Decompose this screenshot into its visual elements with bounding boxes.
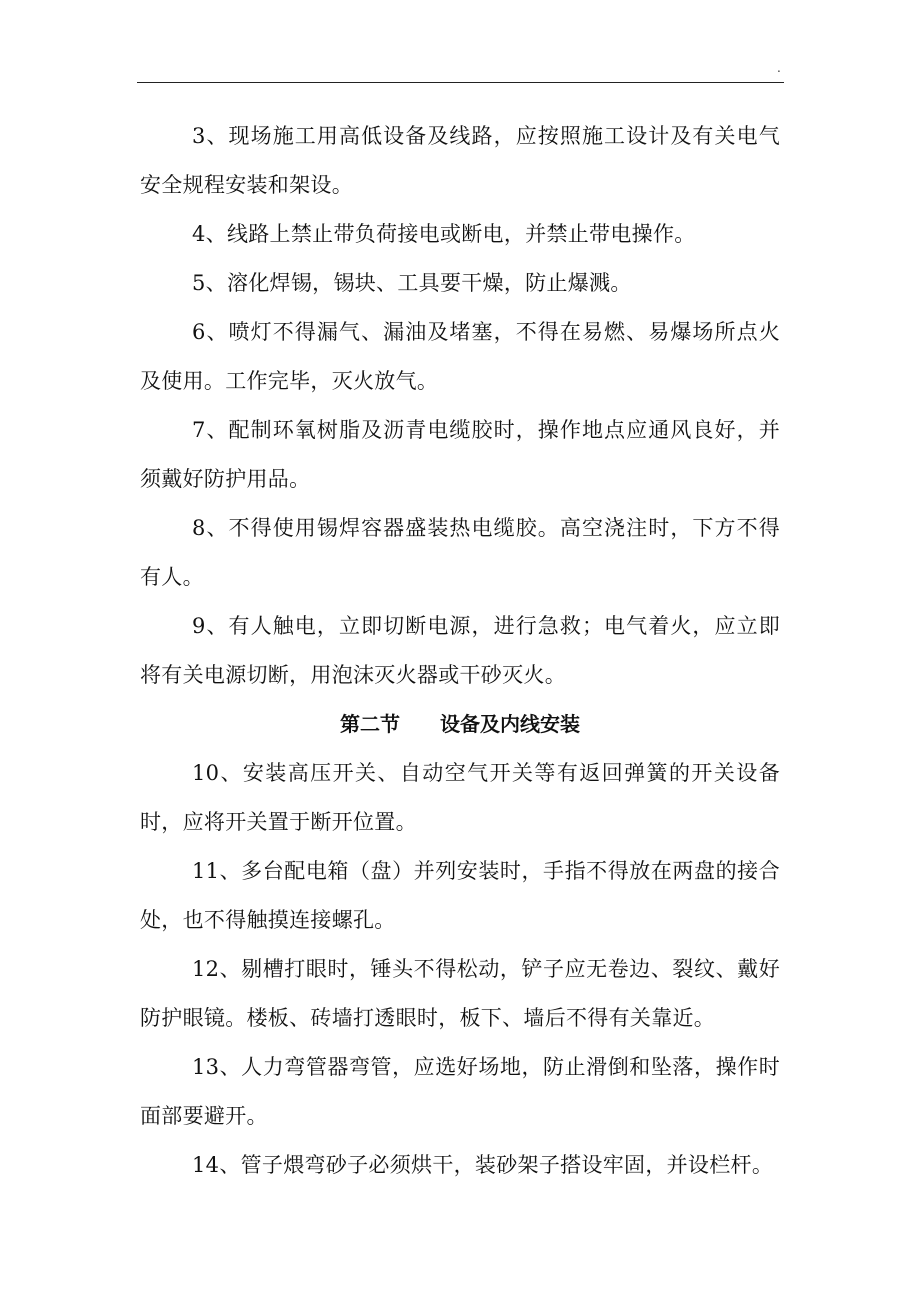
paragraph-11: 11、多台配电箱（盘）并列安装时，手指不得放在两盘的接合处，也不得触摸连接螺孔。 [140, 859, 780, 932]
paragraph-14: 14、管子煨弯砂子必须烘干，装砂架子搭设牢固，并设栏杆。 [192, 1153, 774, 1177]
paragraph-5: 5、溶化焊锡，锡块、工具要干燥，防止爆溅。 [192, 271, 632, 295]
paragraph-10: 10、安装高压开关、自动空气开关等有返回弹簧的开关设备时，应将开关置于断开位置。 [140, 761, 780, 834]
document-body [140, 112, 780, 1190]
paragraph-7: 7、配制环氧树脂及沥青电缆胶时，操作地点应通风良好，并须戴好防护用品。 [140, 418, 780, 491]
paragraph-6: 6、喷灯不得漏气、漏油及堵塞，不得在易燃、易爆场所点火及使用。工作完毕，灭火放气。 [140, 320, 780, 393]
paragraph-13: 13、人力弯管器弯管，应选好场地，防止滑倒和坠落，操作时面部要避开。 [140, 1055, 780, 1128]
header-rule [137, 82, 784, 83]
paragraph-3: 3、现场施工用高低设备及线路，应按照施工设计及有关电气安全规程安装和架设。 [140, 124, 780, 197]
section-heading [140, 700, 780, 749]
paragraph-9: 9、有人触电，立即切断电源，进行急救；电气着火，应立即将有关电源切断，用泡沫灭火器或干砂灭火。 [140, 614, 780, 687]
paragraph-4: 4、线路上禁止带负荷接电或断电，并禁止带电操作。 [192, 222, 696, 246]
paragraph-8: 8、不得使用锡焊容器盛装热电缆胶。高空浇注时，下方不得有人。 [140, 516, 780, 589]
section-title: 设备及内线安装 [440, 712, 580, 736]
header-mark: . [777, 61, 781, 75]
section-number: 第二节 [340, 712, 400, 736]
paragraph-12: 12、剔槽打眼时，锤头不得松动，铲子应无卷边、裂纹、戴好防护眼镜。楼板、砖墙打透眼时，板下、墙后不得有关靠近。 [140, 957, 780, 1030]
